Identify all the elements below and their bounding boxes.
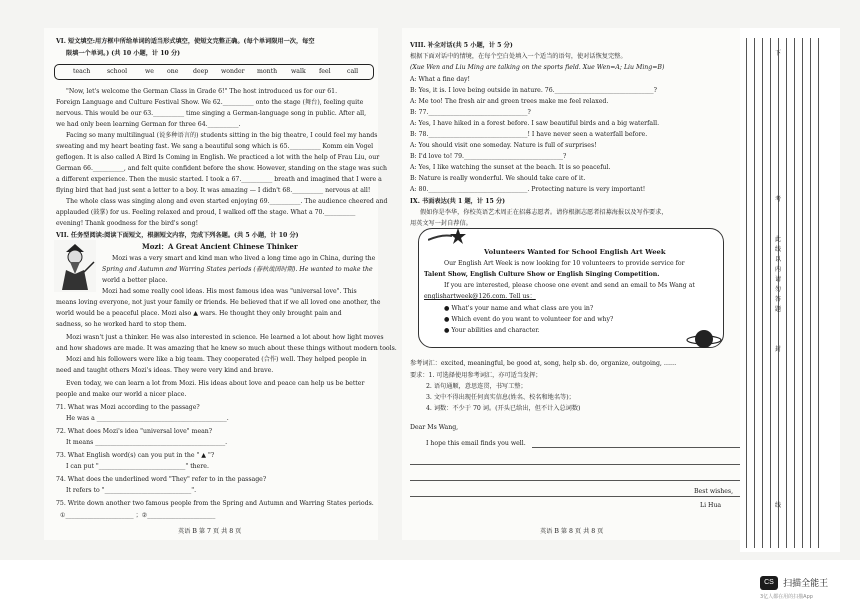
binding-label: 考 — [774, 196, 781, 203]
word: call — [347, 68, 359, 75]
passage-line: "Now, let's welcome the German Class in Grade 6!" The host introduced us for our 61. — [66, 88, 338, 95]
article-line: Mozi and his followers were like a big team. They cooperated (合作) well. They helped people in — [66, 356, 367, 363]
word: teach — [73, 68, 91, 75]
section-9-title: IX. 书面表达(共 1 题，计 15 分) — [410, 198, 506, 205]
article-line: world a better place. — [102, 277, 168, 284]
scanner-tagline: 3亿人都在用的扫描App — [760, 594, 813, 600]
dialogue-line: B: 77.________________________________? — [410, 109, 531, 116]
article-line: people and make our world a nicer place. — [56, 391, 187, 398]
binding-line — [754, 38, 755, 548]
dialogue-line: B: Nature is really wonderful. We should take care of it. — [410, 175, 586, 182]
question-72: 72. What does Mozi's idea "universal love" mean? — [56, 428, 213, 435]
poster-line: ● Your abilities and character. — [444, 327, 540, 334]
article-title: Mozi：A Great Ancient Chinese Thinker — [142, 242, 298, 251]
article-line: and how shadows are made. It was amazing that he knew so much about these things without modern tools. — [56, 345, 397, 352]
poster-title: Volunteers Wanted for School English Art Week — [484, 248, 666, 256]
section-6-title-2: 限填一个单词。) (共 10 小题，计 10 分) — [66, 50, 181, 57]
binding-line — [818, 38, 819, 548]
article-line: Even today, we can learn a lot from Mozi. His ideas about love and peace can help us be better — [66, 380, 365, 387]
binding-char: 答 — [774, 296, 781, 303]
planet-decoration-icon — [686, 326, 722, 352]
article-line: sadness, so he worked hard to stop them. — [56, 321, 187, 328]
binding-line — [770, 38, 771, 548]
scanner-name: 扫描全能王 — [783, 579, 829, 589]
passage-line: nervous. This would be our 63.__________ time singing a German-language song in public. After all, — [56, 110, 367, 117]
word: one — [167, 68, 179, 75]
binding-char: 此 — [774, 236, 781, 243]
requirement-line: 要求：1. 可选择使用参考词汇，亦可适当发挥； — [410, 372, 542, 379]
binding-line — [810, 38, 811, 548]
word: wonder — [221, 68, 245, 75]
answer-line — [410, 464, 740, 465]
article-line: Mozi was a very smart and kind man who lived a long time ago in China, during the — [112, 255, 376, 262]
binding-line — [794, 38, 795, 548]
poster-line: Our English Art Week is now looking for 10 volunteers to provide service for — [444, 260, 685, 267]
answer-74: It refers to "____________________________". — [66, 487, 197, 494]
dialogue-line: A: Me too! The fresh air and green trees make me feel relaxed. — [410, 98, 609, 105]
word: school — [107, 68, 128, 75]
binding-char: 勿 — [774, 286, 781, 293]
binding-char: 题 — [774, 306, 781, 313]
passage-line: evening! Thank goodness for the bird's song! — [56, 220, 199, 227]
binding-label: 下 — [774, 50, 781, 57]
word: walk — [291, 68, 306, 75]
letter-opening: I hope this email finds you well. — [426, 440, 526, 447]
passage-line: a different experience. Then the music started. I took a 67.__________ breath and imagined that I were a — [56, 176, 382, 183]
word: we — [145, 68, 154, 75]
passage-line: Facing so many multilingual (说多种语言的) students sitting in the big theatre, I could feel my hands — [66, 132, 378, 139]
passage-line: geflogen. It is also called A Bird Is Coming in English. We practiced a lot with the help of Frau Liu, our — [56, 154, 380, 161]
article-line: Spring and Autumn and Warring States periods (春秋战国时期). He wanted to make the — [102, 266, 373, 273]
page-footer-7: 英语 B 第 7 页 共 8 页 — [178, 528, 242, 535]
passage-line: German 66.__________, and felt quite confident before the show. However, standing on the stage was such — [56, 165, 387, 172]
word: feel — [319, 68, 331, 75]
section-6-title: VI. 短文填空:用方框中所给单词的适当形式填空，使短文完整正确。(每个单词限用一次，每空 — [56, 38, 315, 45]
binding-char: 内 — [774, 266, 781, 273]
dialogue-line: A: What a fine day! — [410, 76, 471, 83]
passage-line: Foreign Language and Culture Festival Show. We 62.__________ onto the stage (舞台), feeling quite — [56, 99, 364, 106]
dialogue-line: A: Yes, I like watching the sunset at the beach. It is so peaceful. — [410, 164, 611, 171]
binding-char: 请 — [774, 276, 781, 283]
passage-line: applauded (鼓掌) for us. Feeling relaxed and proud, I walked off the stage. What a 70.__________ — [56, 209, 356, 216]
poster-line: ● What's your name and what class are you in? — [444, 305, 594, 312]
requirement-line: 4. 词数：不少于 70 词。(开头已给出，但不计入总词数) — [426, 405, 581, 412]
star-decoration-icon — [428, 226, 466, 248]
passage-line: sweating and my heart beating fast. We sang a beautiful song which is 65.__________ Komm ein Vogel — [56, 143, 374, 150]
article-line: Mozi had some really cool ideas. His most famous idea was "universal love". This — [102, 288, 357, 295]
letter-greeting: Dear Ms Wang, — [410, 424, 459, 431]
scanner-logo-icon: CS — [760, 576, 778, 590]
article-line: world would be a peaceful place. Mozi also ▲ wars. He thought they only brought pain and — [56, 310, 342, 317]
answer-line — [410, 496, 740, 497]
word-box — [54, 64, 374, 80]
section-8-instruction: 根据下面对话中的情境，在每个空白处填入一个适当的语句，使对话恢复完整。 — [410, 53, 627, 60]
section-7-title: VII. 任务型阅读:阅读下面短文，根据短文内容，完成下列各题。(共 5 小题，计 10 分) — [56, 232, 299, 239]
passage-line: The whole class was singing along and even started enjoying 69.__________. The audience cheered and — [66, 198, 388, 205]
mozi-portrait-image — [54, 240, 96, 292]
binding-margin — [740, 28, 840, 552]
dialogue-line: B: I'd love to! 79.________________________________? — [410, 153, 567, 160]
binding-label: 线 — [774, 502, 781, 509]
passage-line: we had only been learning German for three 64.__________. — [56, 121, 241, 128]
question-73: 73. What English word(s) can you put in the " ▲ "? — [56, 452, 215, 459]
dialogue-line: B: 78.________________________________! I have never seen a waterfall before. — [410, 131, 648, 138]
binding-label: 封 — [774, 346, 781, 353]
binding-line — [762, 38, 763, 548]
section-9-instruction-2: 用英文写一封自荐信。 — [410, 220, 472, 227]
binding-line — [786, 38, 787, 548]
section-9-instruction: 假如你是李华，你校英语艺术周正在招募志愿者。请你根据志愿者招募海报以及写作要求， — [420, 209, 668, 216]
answer-75: ①______________________ ；②______________________ — [60, 512, 216, 519]
word: deep — [193, 68, 209, 75]
letter-closing: Best wishes, — [694, 488, 734, 495]
scanner-watermark — [760, 572, 828, 600]
article-line: Mozi wasn't just a thinker. He was also interested in science. He learned a lot about how light moves — [66, 334, 384, 341]
question-75: 75. Write down another two famous people from the Spring and Autumn and Warring States periods. — [56, 500, 374, 507]
question-74: 74. What does the underlined word "They" refer to in the passage? — [56, 476, 267, 483]
answer-73: I can put "____________________________" there. — [66, 463, 209, 470]
dialogue-line: A: 80.________________________________. Protecting nature is very important! — [410, 186, 646, 193]
poster-line: Talent Show, English Culture Show or English Singing Competition. — [424, 271, 660, 278]
dialogue-line: A: You should visit one someday. Nature is full of surprises! — [410, 142, 597, 149]
word: month — [257, 68, 278, 75]
binding-char: 以 — [774, 256, 781, 263]
dialogue-line: A: Yes, I have hiked in a forest before. I saw beautiful birds and a big waterfall. — [410, 120, 660, 127]
letter-signature: Li Hua — [700, 502, 722, 509]
answer-72: It means __________________________________________. — [66, 439, 228, 446]
vocab-reference: 参考词汇：excited, meaningful, be good at, song, help sb. do, organize, outgoing, …… — [410, 360, 677, 367]
poster-line: ● Which event do you want to volunteer for and why? — [444, 316, 614, 323]
binding-line — [746, 38, 747, 548]
page-footer-8: 英语 B 第 8 页 共 8 页 — [540, 528, 604, 535]
binding-line — [802, 38, 803, 548]
article-line: need and taught others Mozi's ideas. They were very kind and brave. — [56, 367, 274, 374]
poster-email-link[interactable]: englishartweek@126.com. Tell us： — [424, 293, 536, 300]
dialogue-line: B: Yes, it is. I love being outside in nature. 76.________________________________? — [410, 87, 657, 94]
answer-line — [410, 480, 740, 481]
passage-line: flying bird that had just sent a letter to a boy. It was amazing — I didn't 68.__________ nervous at all! — [56, 187, 371, 194]
question-71: 71. What was Mozi according to the passage? — [56, 404, 200, 411]
requirement-line: 2. 语句通顺，意思连贯，书写工整； — [426, 383, 527, 390]
section-8-roles: (Xue Wen and Liu Ming are talking on the sports field. Xue Wen=A; Liu Ming=B) — [410, 64, 665, 71]
binding-char: 线 — [774, 246, 781, 253]
answer-line — [532, 447, 740, 448]
poster-line: If you are interested, please choose one event and send an email to Ms Wang at — [444, 282, 695, 289]
section-8-title: VIII. 补全对话(共 5 小题，计 5 分) — [410, 42, 513, 49]
answer-71: He was a __________________________________________. — [66, 415, 229, 422]
requirement-line: 3. 文中不得出现任何真实信息(姓名、校名和地名等)； — [426, 394, 575, 401]
article-line: means loving everyone, not just your family or friends. He believed that if we all loved one another, the — [56, 299, 381, 306]
